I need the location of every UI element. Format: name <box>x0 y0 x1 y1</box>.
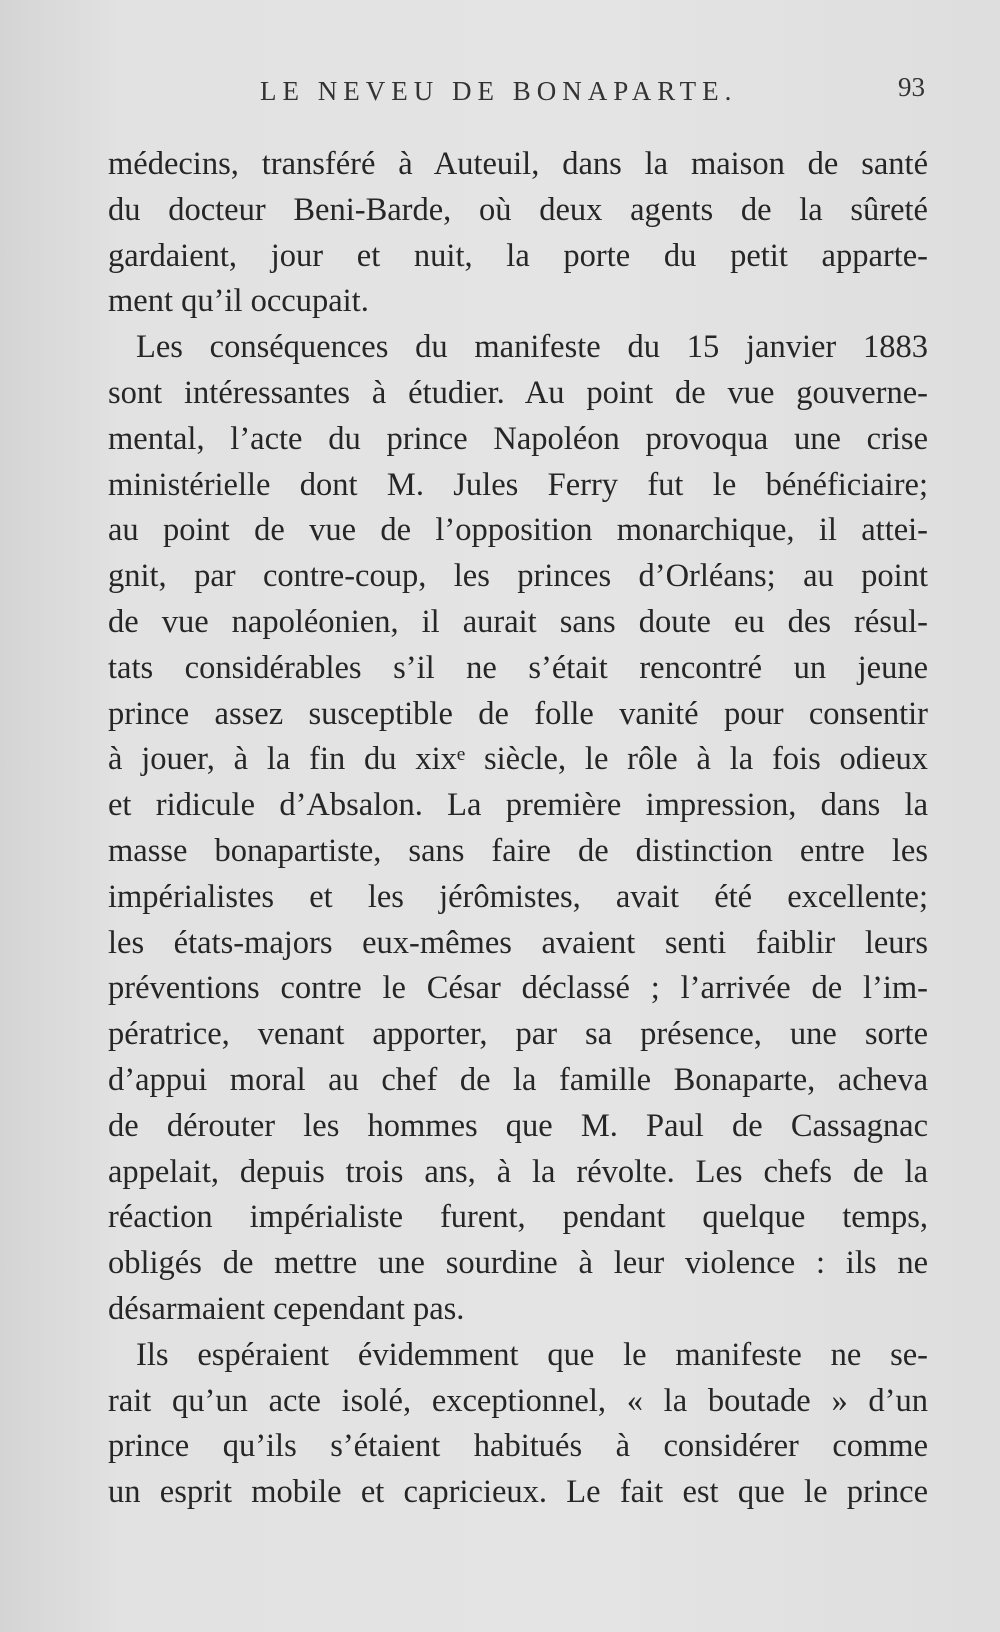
text-line: médecins, transféré à Auteuil, dans la maison de santé <box>108 146 928 182</box>
text-line: tats considérables s’il ne s’était rencontré un jeune <box>108 649 928 686</box>
text-line: mental, l’acte du prince Napoléon provoqua une crise <box>108 420 928 457</box>
text-line: de vue napoléonien, il aurait sans doute eu des résul- <box>108 603 928 640</box>
text-line: préventions contre le César déclassé ; l’arrivée de l’im- <box>108 970 928 1007</box>
paragraph-2 <box>108 325 928 1333</box>
text-line: gnit, par contre-coup, les princes d’Orléans; au point <box>108 558 928 595</box>
page-number: 93 <box>898 72 925 102</box>
text-line: à jouer, à la fin du xixᵉ siècle, le rôle à la fois odieux <box>108 741 928 778</box>
text-line: sont intéressantes à étudier. Au point de vue gouverne- <box>108 374 928 411</box>
text-line: ministérielle dont M. Jules Ferry fut le bénéficiaire; <box>108 466 928 503</box>
text-line: les états-majors eux-mêmes avaient senti faiblir leurs <box>108 924 928 961</box>
text-line: d’appui moral au chef de la famille Bonaparte, acheva <box>108 1061 928 1098</box>
text-line: ment qu’il occupait. <box>108 283 369 320</box>
text-line: rait qu’un acte isolé, exceptionnel, « la boutade » d’un <box>108 1382 928 1419</box>
paragraph-3 <box>108 1333 928 1516</box>
text-line: obligés de mettre une sourdine à leur violence : ils ne <box>108 1245 928 1282</box>
text-line: pératrice, venant apporter, par sa présence, une sorte <box>108 1016 928 1053</box>
text-line: prince assez susceptible de folle vanité pour consentir <box>108 695 928 732</box>
text-line: un esprit mobile et capricieux. Le fait est que le prince <box>108 1474 928 1511</box>
page-header <box>110 72 925 112</box>
text-line: Ils espéraient évidemment que le manifeste ne se- <box>136 1336 928 1373</box>
text-line: appelait, depuis trois ans, à la révolte. Les chefs de la <box>108 1153 928 1190</box>
body-text <box>108 142 928 1516</box>
text-line: gardaient, jour et nuit, la porte du petit apparte- <box>108 237 928 274</box>
text-line: Les conséquences du manifeste du 15 janvier 1883 <box>136 329 928 366</box>
text-line: de dérouter les hommes que M. Paul de Cassagnac <box>108 1107 928 1144</box>
running-title: LE NEVEU DE BONAPARTE. <box>260 76 738 106</box>
text-line: du docteur Beni-Barde, où deux agents de la sûreté <box>108 191 928 228</box>
paragraph-1 <box>108 142 928 325</box>
text-line: masse bonapartiste, sans faire de distinction entre les <box>108 832 928 869</box>
text-line: au point de vue de l’opposition monarchique, il attei- <box>108 512 928 549</box>
text-line: impérialistes et les jérômistes, avait été excellente; <box>108 878 928 915</box>
text-line: et ridicule d’Absalon. La première impression, dans la <box>108 787 928 824</box>
text-line: prince qu’ils s’étaient habitués à considérer comme <box>108 1428 928 1465</box>
text-line: réaction impérialiste furent, pendant quelque temps, <box>108 1199 928 1236</box>
text-line: désarmaient cependant pas. <box>108 1290 465 1327</box>
